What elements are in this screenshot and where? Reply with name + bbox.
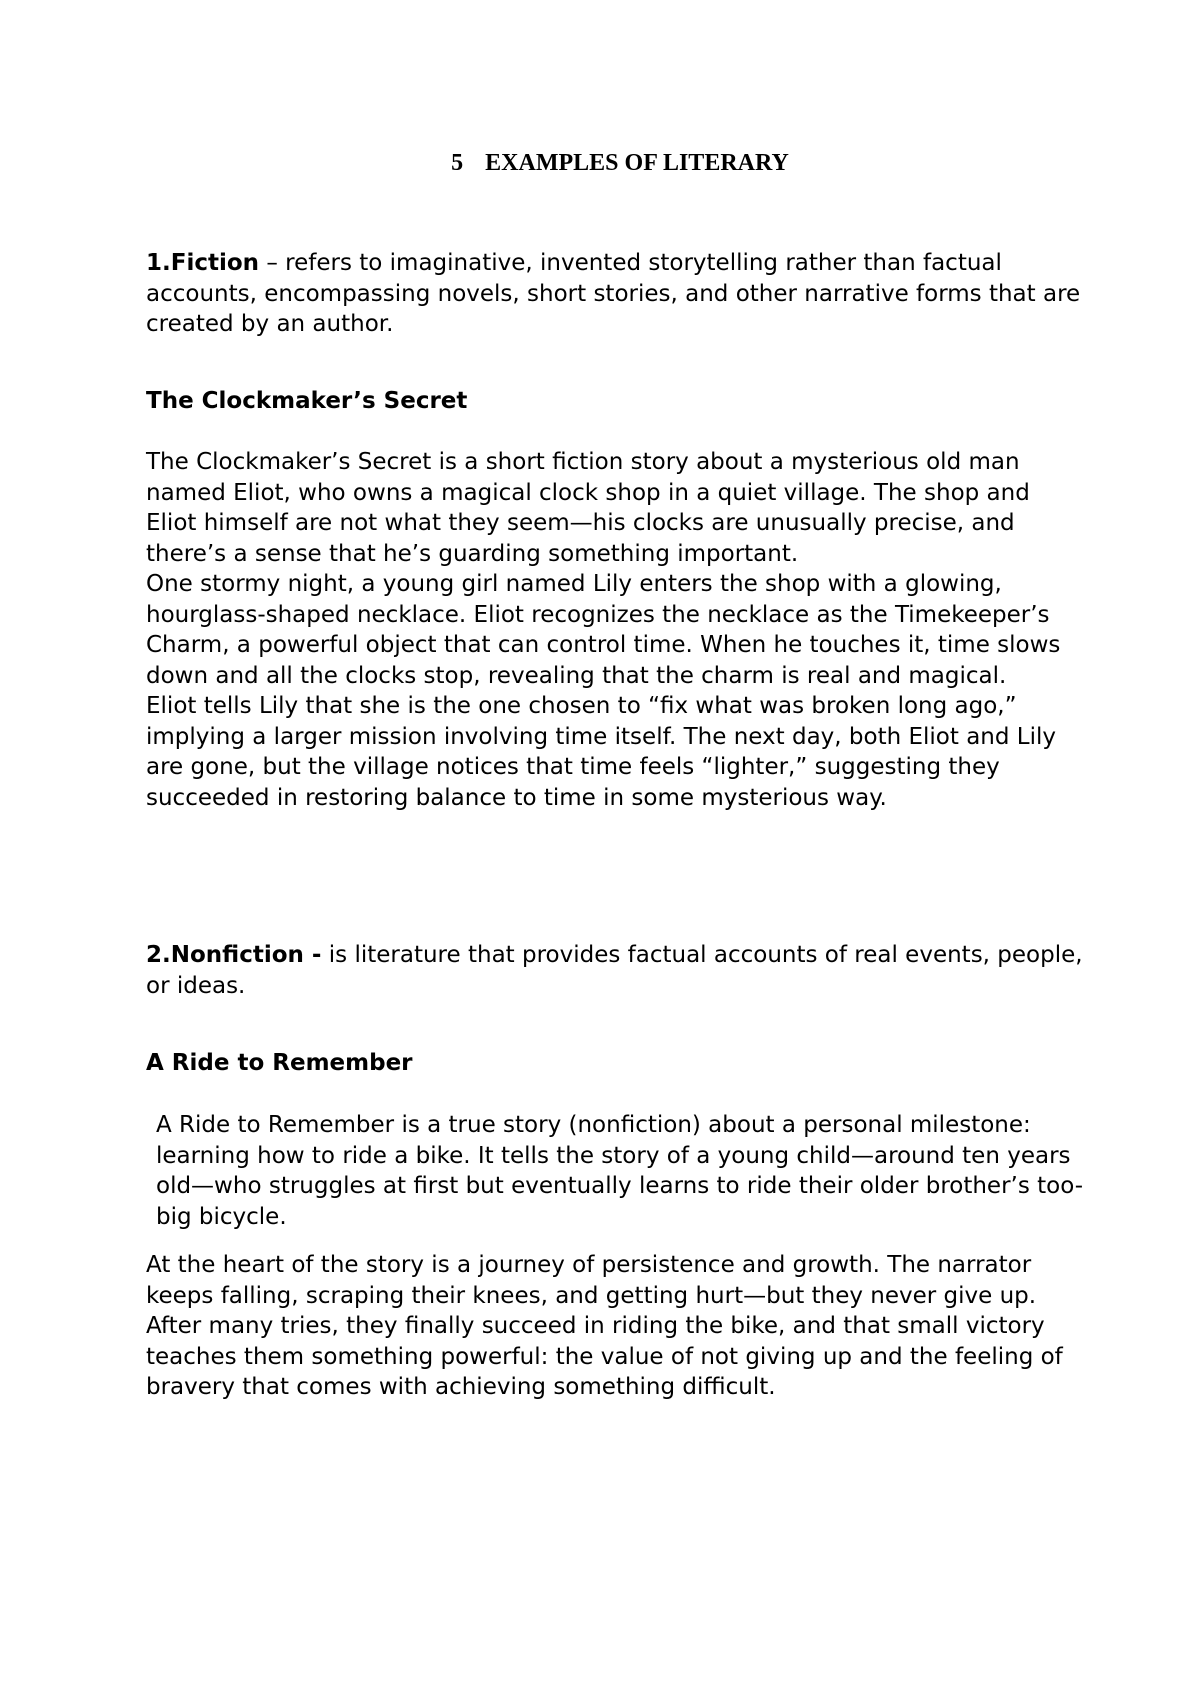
- title-number: 5: [451, 150, 464, 176]
- document-title: [0, 148, 1200, 178]
- nonfiction-term: 2.Nonfiction -: [146, 942, 322, 968]
- fiction-story-body: [146, 447, 1086, 813]
- fiction-paragraph-2: One stormy night, a young girl named Lily enters the shop with a glowing, hourglass-shaped necklace. Eliot recognizes the necklace as the Timekeeper’s Charm, a powerful object that can control time. When he touches it, time slows down and all the clocks stop, revealing that the charm is real and magical.: [146, 571, 1061, 689]
- title-text: EXAMPLES OF LITERARY: [485, 150, 789, 176]
- nonfiction-story-title: A Ride to Remember: [146, 1050, 413, 1076]
- nonfiction-definition-text: is literature that provides factual accounts of real events, people, or ideas.: [146, 942, 1083, 999]
- fiction-term: 1.Fiction: [146, 250, 260, 276]
- fiction-definition: [146, 248, 1086, 340]
- nonfiction-definition: [146, 940, 1086, 1001]
- fiction-story-title: The Clockmaker’s Secret: [146, 388, 468, 414]
- fiction-paragraph-3: Eliot tells Lily that she is the one chosen to “fix what was broken long ago,” implying a larger mission involving time itself. The next day, both Eliot and Lily are gone, but the village notices that time feels “lighter,” suggesting they succeeded in restoring balance to time in some mysterious way.: [146, 693, 1056, 811]
- nonfiction-paragraph-1: A Ride to Remember is a true story (nonfiction) about a personal milestone: learning how to ride a bike. It tells the story of a young child—around ten years old—who struggles at first but eventually learns to ride their older brother’s too-big bicycle.: [156, 1112, 1084, 1230]
- fiction-paragraph-1: The Clockmaker’s Secret is a short fiction story about a mysterious old man named Eliot, who owns a magical clock shop in a quiet village. The shop and Eliot himself are not what they seem—his clocks are unusually precise, and there’s a sense that he’s guarding something important.: [146, 449, 1030, 567]
- nonfiction-paragraph-2: At the heart of the story is a journey of persistence and growth. The narrator keeps falling, scraping their knees, and getting hurt—but they never give up. After many tries, they finally succeed in riding the bike, and that small victory teaches them something powerful: the value of not giving up and the feeling of bravery that comes with achieving something difficult.: [146, 1252, 1063, 1400]
- fiction-definition-text: – refers to imaginative, invented storytelling rather than factual accounts, encompassing novels, short stories, and other narrative forms that are created by an author.: [146, 250, 1081, 337]
